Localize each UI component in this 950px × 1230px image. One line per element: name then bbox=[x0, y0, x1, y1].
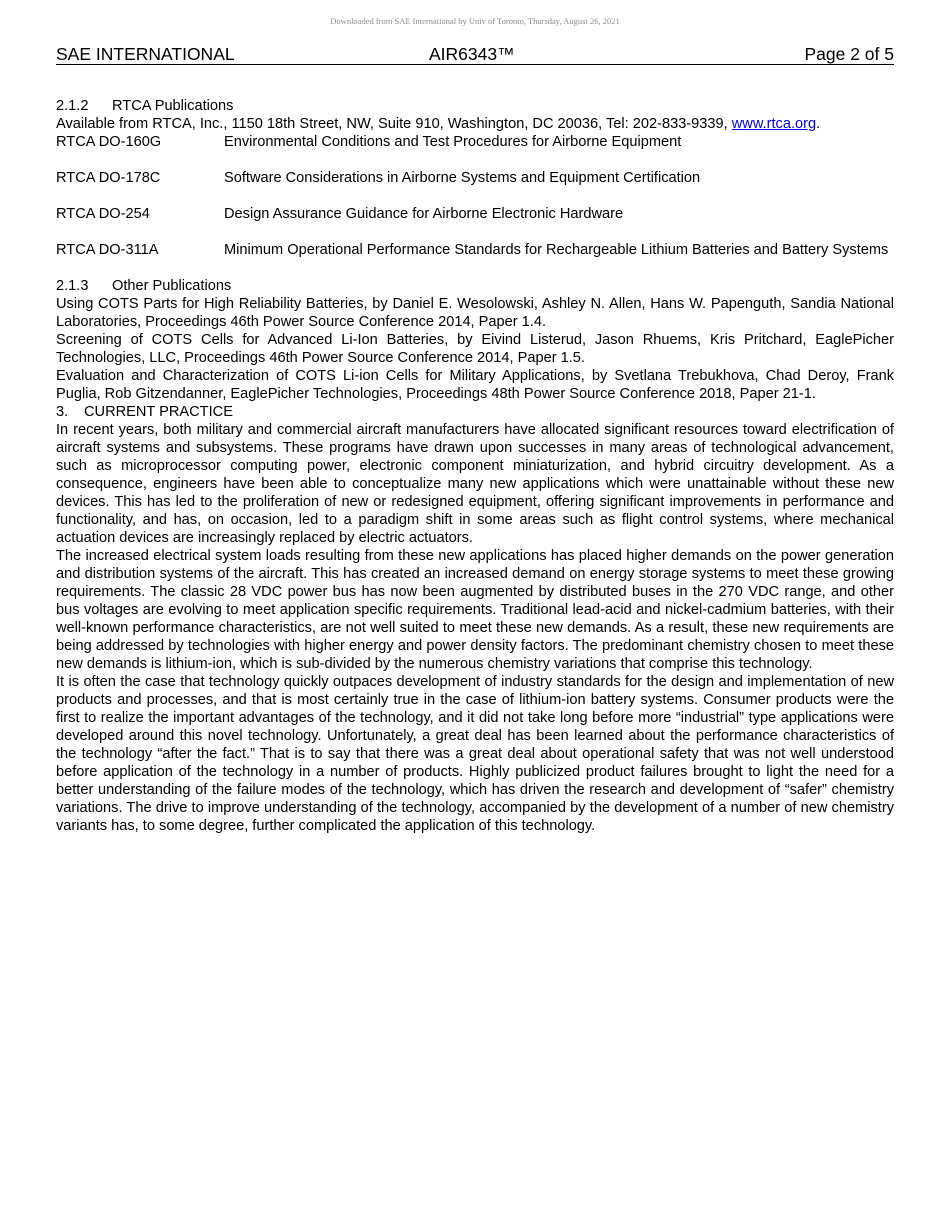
availability-text: Available from RTCA, Inc., 1150 18th Street, NW, Suite 910, Washington, DC 20036, Tel: 202-833-9339, bbox=[56, 116, 732, 132]
reference-row bbox=[56, 205, 894, 223]
section-number: 2.1.3 bbox=[56, 278, 89, 294]
reference-title: Environmental Conditions and Test Procedures for Airborne Equipment bbox=[224, 134, 682, 150]
header-doc-id: AIR6343™ bbox=[429, 44, 515, 64]
availability-end: . bbox=[816, 116, 821, 132]
reference-title: Software Considerations in Airborne Systems and Equipment Certification bbox=[224, 170, 701, 186]
publication-item: Using COTS Parts for High Reliability Batteries, by Daniel E. Wesolowski, Ashley N. Allen, Hans W. Papenguth, Sandia National Laboratories, Proceedings 46th Power Source Conference 2014, Paper 1.4. bbox=[56, 296, 894, 330]
reference-title: Design Assurance Guidance for Airborne Electronic Hardware bbox=[224, 206, 624, 222]
section-title: RTCA Publications bbox=[112, 98, 234, 114]
section-number: 2.1.2 bbox=[56, 98, 89, 114]
reference-row bbox=[56, 133, 894, 151]
reference-code: RTCA DO-254 bbox=[56, 206, 150, 222]
reference-title: Minimum Operational Performance Standards for Rechargeable Lithium Batteries and Battery Systems bbox=[224, 242, 889, 258]
body-paragraph: In recent years, both military and commercial aircraft manufacturers have allocated significant resources toward electrification of aircraft systems and subsystems. These programs have drawn upon successes in many areas of technological advancement, such as microprocessor computing power, electronic component miniaturization, and hybrid circuitry development. As a consequence, engineers have been able to conceptualize many new applications which were unattainable without these new devices. This has led to the proliferation of new or redesigned equipment, offering significant improvements in performance and functionality, and has, on occasion, led to a paradigm shift in some areas such as flight control systems, where mechanical actuation devices are increasingly replaced by electric actuators. bbox=[56, 422, 894, 546]
reference-code: RTCA DO-311A bbox=[56, 242, 159, 258]
reference-row bbox=[56, 241, 894, 259]
publication-item: Screening of COTS Cells for Advanced Li-Ion Batteries, by Eivind Listerud, Jason Rhuems, Kris Pritchard, EaglePicher Technologies, LLC, Proceedings 46th Power Source Conference 2014, Paper 1.5. bbox=[56, 332, 894, 366]
body-paragraph: It is often the case that technology quickly outpaces development of industry standards for the design and implementation of new products and processes, and that is most certainly true in the case of lithium-ion battery systems. Consumer products were the first to realize the important advantages of the technology, and it did not take long before more “industrial” type applications were developed around this novel technology. Unfortunately, a great deal has been learned about the performance characteristics of the technology “after the fact.” That is to say that there was a great deal about operational safety that was not well understood before application of the technology in a number of products. Highly publicized product failures brought to light the need for a better understanding of the failure modes of the technology, which has driven the research and development of “safer” chemistry variations. The drive to improve understanding of the technology, accompanied by the development of a number of new chemistry variants has, to some degree, further complicated the application of this technology. bbox=[56, 674, 894, 834]
section-title: CURRENT PRACTICE bbox=[84, 404, 233, 420]
section-title: Other Publications bbox=[112, 278, 232, 294]
download-watermark: Downloaded from SAE International by Univ of Toronto, Thursday, August 26, 2021 bbox=[330, 16, 620, 26]
section-number: 3. bbox=[56, 404, 69, 420]
reference-code: RTCA DO-160G bbox=[56, 134, 162, 150]
rtca-link[interactable]: www.rtca.org bbox=[731, 116, 817, 132]
section-heading-3 bbox=[56, 403, 894, 421]
reference-row bbox=[56, 169, 894, 187]
publication-item: Evaluation and Characterization of COTS Li-ion Cells for Military Applications, by Svetlana Trebukhova, Chad Deroy, Frank Puglia, Rob Gitzendanner, EaglePicher Technologies, Proceedings 48th Power Source Conference 2018, Paper 21-1. bbox=[56, 368, 894, 402]
rtca-availability bbox=[56, 115, 894, 133]
header-page-number: Page 2 of 5 bbox=[804, 44, 894, 64]
section-heading-2-1-2 bbox=[56, 97, 894, 115]
body-paragraph: The increased electrical system loads resulting from these new applications has placed higher demands on the power generation and distribution systems of the aircraft. This has created an increased demand on energy storage systems to meet these growing requirements. The classic 28 VDC power bus has now been augmented by distributed buses in the 270 VDC range, and other bus voltages are evolving to meet application specific requirements. Traditional lead-acid and nickel-cadmium batteries, with their well-known performance characteristics, are not well suited to meet these new demands. As a result, these new requirements are being addressed by technologies with higher energy and power density factors. The predominant chemistry chosen to meet these new demands is lithium-ion, which is sub-divided by the numerous chemistry variations that comprise this technology. bbox=[56, 548, 894, 672]
reference-code: RTCA DO-178C bbox=[56, 170, 161, 186]
page-header bbox=[56, 44, 894, 65]
section-heading-2-1-3 bbox=[56, 277, 894, 295]
header-org: SAE INTERNATIONAL bbox=[56, 44, 235, 64]
document-body bbox=[56, 97, 894, 835]
